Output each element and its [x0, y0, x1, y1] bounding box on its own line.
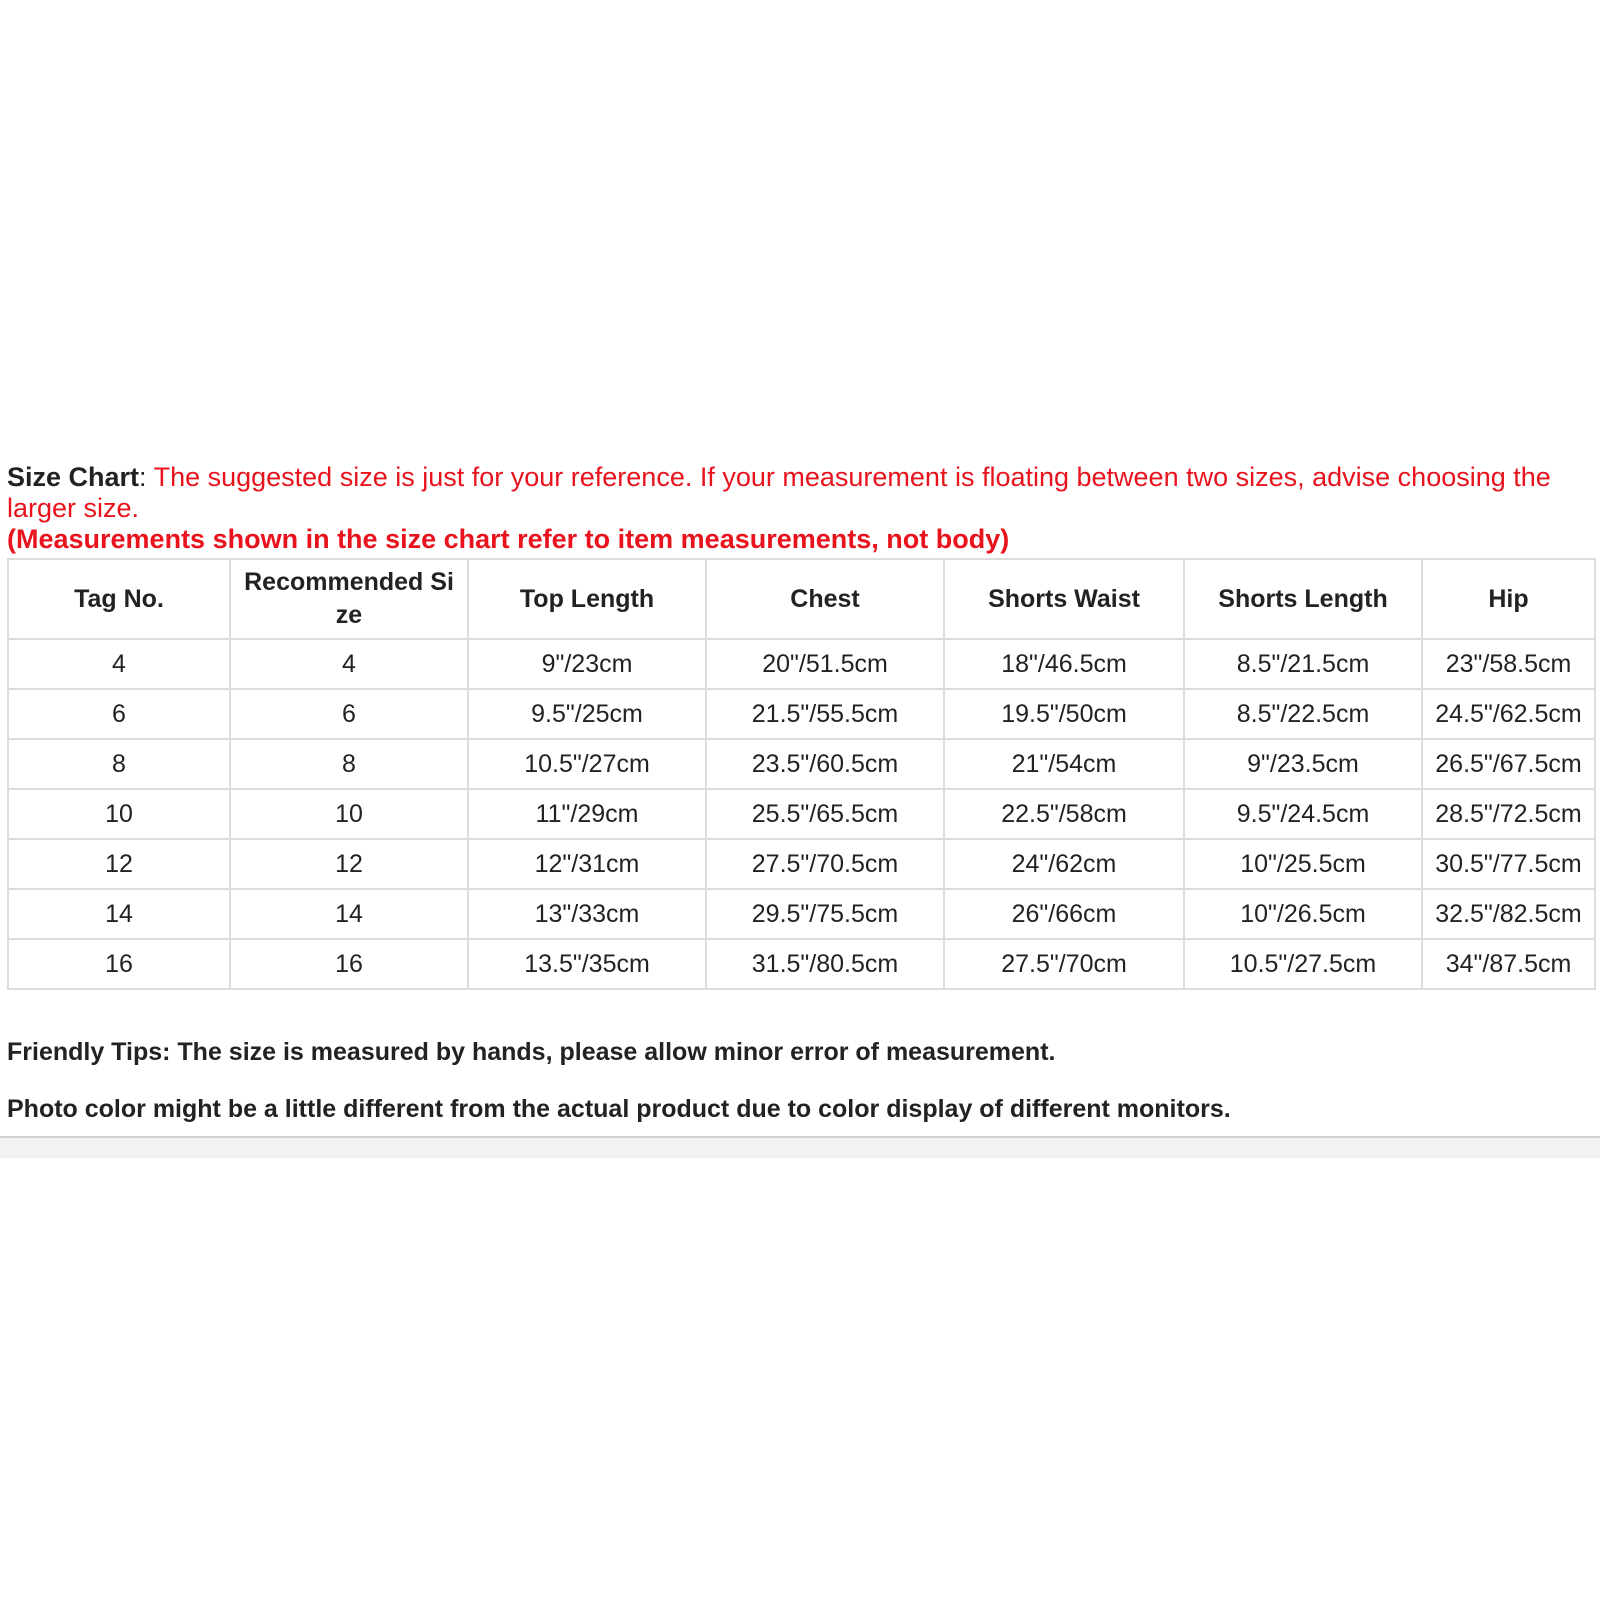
cell-shorts-waist: 18"/46.5cm [944, 639, 1184, 689]
cell-recommended-size: 6 [230, 689, 468, 739]
cell-recommended-size: 8 [230, 739, 468, 789]
cell-tag-no: 16 [8, 939, 230, 989]
cell-top-length: 9"/23cm [468, 639, 706, 689]
cell-top-length: 10.5"/27cm [468, 739, 706, 789]
measurement-note: (Measurements shown in the size chart refer to item measurements, not body) [7, 524, 1010, 554]
cell-recommended-size: 4 [230, 639, 468, 689]
cell-shorts-length: 10.5"/27.5cm [1184, 939, 1422, 989]
tip-measurement-error: Friendly Tips: The size is measured by hands, please allow minor error of measurement. [7, 1038, 1056, 1066]
table-row [8, 689, 1595, 739]
cell-chest: 27.5"/70.5cm [706, 839, 944, 889]
header-recommended-size: Recommended Si ze [230, 559, 468, 639]
table-row [8, 639, 1595, 689]
cell-chest: 29.5"/75.5cm [706, 889, 944, 939]
cell-hip: 32.5"/82.5cm [1422, 889, 1595, 939]
size-chart-intro [7, 462, 1595, 555]
size-chart-separator: : [139, 462, 147, 492]
tip-photo-color: Photo color might be a little different from the actual product due to color display of different monitors. [7, 1095, 1231, 1123]
cell-top-length: 12"/31cm [468, 839, 706, 889]
cell-shorts-length: 8.5"/21.5cm [1184, 639, 1422, 689]
cell-tag-no: 14 [8, 889, 230, 939]
cell-tag-no: 12 [8, 839, 230, 889]
header-shorts-length: Shorts Length [1184, 559, 1422, 639]
header-shorts-waist: Shorts Waist [944, 559, 1184, 639]
cell-shorts-length: 8.5"/22.5cm [1184, 689, 1422, 739]
cell-shorts-waist: 27.5"/70cm [944, 939, 1184, 989]
size-chart-label: Size Chart [7, 462, 140, 492]
cell-hip: 34"/87.5cm [1422, 939, 1595, 989]
cell-shorts-waist: 22.5"/58cm [944, 789, 1184, 839]
cell-chest: 23.5"/60.5cm [706, 739, 944, 789]
cell-hip: 30.5"/77.5cm [1422, 839, 1595, 889]
header-top-length: Top Length [468, 559, 706, 639]
size-chart-table [7, 558, 1596, 990]
cell-shorts-length: 9"/23.5cm [1184, 739, 1422, 789]
cell-tag-no: 4 [8, 639, 230, 689]
friendly-tips [7, 1037, 1595, 1125]
cell-hip: 23"/58.5cm [1422, 639, 1595, 689]
table-row [8, 839, 1595, 889]
cell-shorts-length: 10"/25.5cm [1184, 839, 1422, 889]
cell-chest: 20"/51.5cm [706, 639, 944, 689]
table-header-row [8, 559, 1595, 639]
cell-hip: 28.5"/72.5cm [1422, 789, 1595, 839]
cell-tag-no: 6 [8, 689, 230, 739]
cell-shorts-waist: 21"/54cm [944, 739, 1184, 789]
cell-hip: 24.5"/62.5cm [1422, 689, 1595, 739]
cell-recommended-size: 10 [230, 789, 468, 839]
bottom-band [0, 1138, 1600, 1158]
cell-hip: 26.5"/67.5cm [1422, 739, 1595, 789]
cell-chest: 25.5"/65.5cm [706, 789, 944, 839]
cell-tag-no: 8 [8, 739, 230, 789]
cell-shorts-waist: 19.5"/50cm [944, 689, 1184, 739]
cell-shorts-waist: 24"/62cm [944, 839, 1184, 889]
header-tag-no: Tag No. [8, 559, 230, 639]
cell-chest: 21.5"/55.5cm [706, 689, 944, 739]
cell-recommended-size: 14 [230, 889, 468, 939]
cell-tag-no: 10 [8, 789, 230, 839]
cell-shorts-length: 9.5"/24.5cm [1184, 789, 1422, 839]
cell-shorts-length: 10"/26.5cm [1184, 889, 1422, 939]
cell-recommended-size: 12 [230, 839, 468, 889]
cell-top-length: 13.5"/35cm [468, 939, 706, 989]
size-suggestion-text: The suggested size is just for your reference. If your measurement is floating between two sizes, advise choosing the larger size. [7, 462, 1551, 523]
cell-shorts-waist: 26"/66cm [944, 889, 1184, 939]
cell-chest: 31.5"/80.5cm [706, 939, 944, 989]
table-row [8, 889, 1595, 939]
header-hip: Hip [1422, 559, 1595, 639]
table-row [8, 739, 1595, 789]
table-row [8, 939, 1595, 989]
header-chest: Chest [706, 559, 944, 639]
cell-top-length: 13"/33cm [468, 889, 706, 939]
cell-top-length: 11"/29cm [468, 789, 706, 839]
cell-top-length: 9.5"/25cm [468, 689, 706, 739]
cell-recommended-size: 16 [230, 939, 468, 989]
table-row [8, 789, 1595, 839]
